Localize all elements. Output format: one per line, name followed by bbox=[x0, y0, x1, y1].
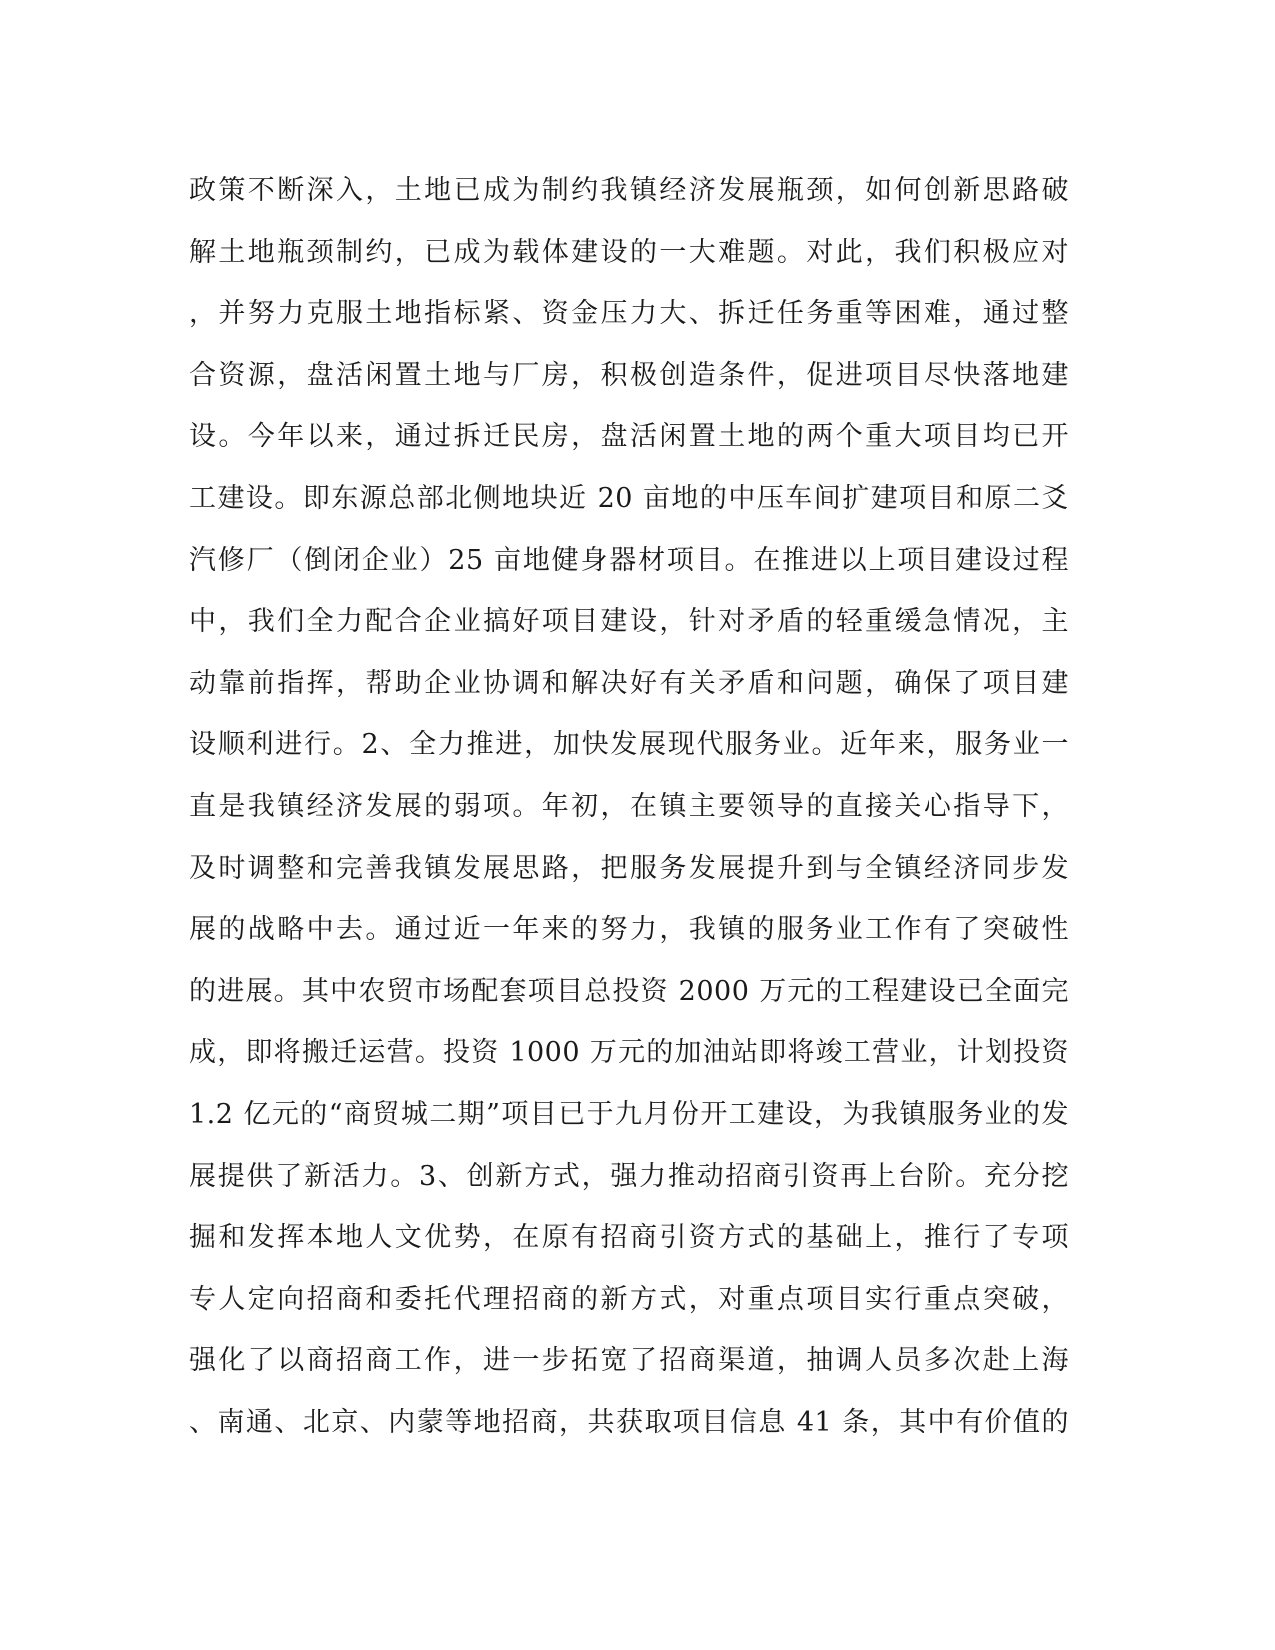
text-line: 工建设。即东源总部北侧地块近 20 亩地的中压车间扩建项目和原二爻 bbox=[189, 482, 1069, 514]
text-line: 政策不断深入，土地已成为制约我镇经济发展瓶颈，如何创新思路破 bbox=[189, 175, 1069, 206]
text-line: 掘和发挥本地人文优势，在原有招商引资方式的基础上，推行了专项 bbox=[189, 1222, 1069, 1254]
text-line: 成，即将搬迁运营。投资 1000 万元的加油站即将竣工营业，计划投资 bbox=[189, 1037, 1069, 1069]
text-line: ，并努力克服土地指标紧、资金压力大、拆迁任务重等困难，通过整 bbox=[189, 298, 1069, 330]
text-line: 解土地瓶颈制约，已成为载体建设的一大难题。对此，我们积极应对 bbox=[189, 236, 1069, 268]
text-line: 设顺利进行。2、全力推进，加快发展现代服务业。近年来，服务业一 bbox=[189, 729, 1069, 761]
body-text bbox=[189, 160, 1069, 1453]
text-line: 专人定向招商和委托代理招商的新方式，对重点项目实行重点突破， bbox=[189, 1283, 1069, 1315]
text-line: 展提供了新活力。3、创新方式，强力推动招商引资再上台阶。充分挖 bbox=[189, 1160, 1069, 1192]
text-line: 的进展。其中农贸市场配套项目总投资 2000 万元的工程建设已全面完 bbox=[189, 975, 1069, 1007]
text-line: 设。今年以来，通过拆迁民房，盘活闲置土地的两个重大项目均已开 bbox=[189, 421, 1069, 453]
text-line: 汽修厂（倒闭企业）25 亩地健身器材项目。在推进以上项目建设过程 bbox=[189, 544, 1069, 576]
text-line: 合资源，盘活闲置土地与厂房，积极创造条件，促进项目尽快落地建 bbox=[189, 359, 1069, 391]
text-line: 中，我们全力配合企业搞好项目建设，针对矛盾的轻重缓急情况，主 bbox=[189, 606, 1069, 638]
text-line: 及时调整和完善我镇发展思路，把服务发展提升到与全镇经济同步发 bbox=[189, 852, 1069, 884]
text-line: 强化了以商招商工作，进一步拓宽了招商渠道，抽调人员多次赴上海 bbox=[189, 1345, 1069, 1377]
text-line: 动靠前指挥，帮助企业协调和解决好有关矛盾和问题，确保了项目建 bbox=[189, 667, 1069, 699]
text-line: 、南通、北京、内蒙等地招商，共获取项目信息 41 条，其中有价值的 bbox=[189, 1406, 1069, 1438]
text-line: 展的战略中去。通过近一年来的努力，我镇的服务业工作有了突破性 bbox=[189, 914, 1069, 946]
text-line: 直是我镇经济发展的弱项。年初，在镇主要领导的直接关心指导下， bbox=[189, 790, 1069, 822]
text-line: 1.2 亿元的“商贸城二期”项目已于九月份开工建设，为我镇服务业的发 bbox=[189, 1098, 1069, 1130]
